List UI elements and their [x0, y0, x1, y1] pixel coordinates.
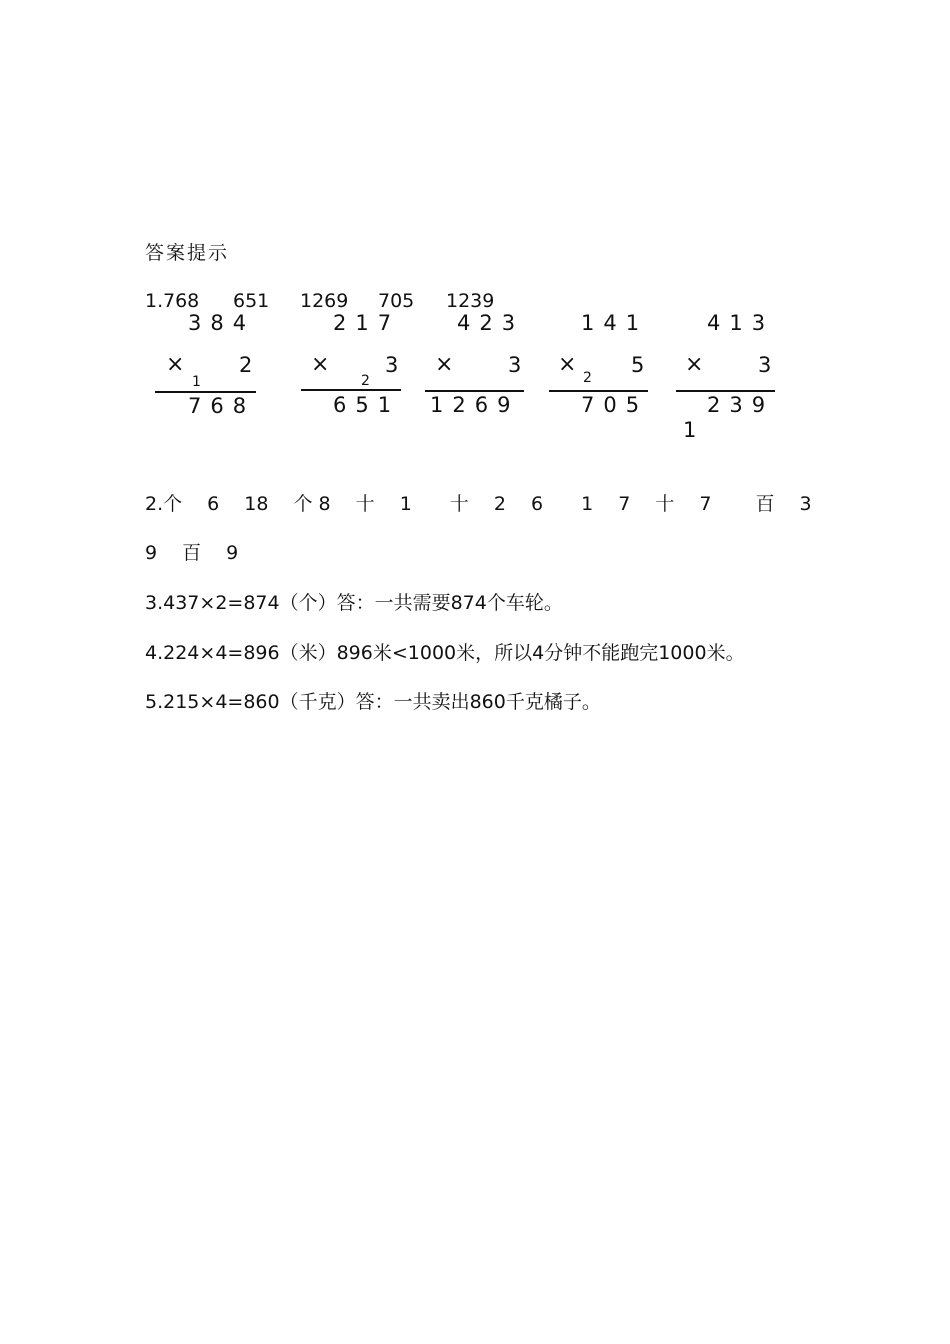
- q1-answer-4: 705: [378, 290, 415, 312]
- p3-multiplier: 3: [508, 353, 531, 377]
- p2-times-sign: ×: [311, 352, 330, 377]
- p5-product: 239: [707, 393, 775, 417]
- p3-product: 1269: [430, 393, 520, 417]
- p5-times-sign: ×: [685, 352, 704, 377]
- p5-carry: 1: [683, 418, 706, 442]
- p4-multiplier: 5: [631, 353, 654, 377]
- p3-times-sign: ×: [435, 352, 454, 377]
- p3-multiplicand: 423: [457, 311, 525, 335]
- p2-multiplicand: 217: [333, 311, 401, 335]
- q1-prefix: 1.: [145, 290, 164, 312]
- p2-multiplier: 3: [385, 353, 408, 377]
- p1-multiplicand: 384: [188, 311, 256, 335]
- p2-product: 651: [333, 393, 401, 417]
- p5-multiplicand: 413: [707, 311, 775, 335]
- q1-answer-5: 1239: [446, 290, 495, 312]
- p2-carry: 2: [361, 373, 370, 389]
- p4-multiplicand: 141: [581, 311, 649, 335]
- p4-product: 705: [581, 393, 649, 417]
- p1-times-sign: ×: [166, 352, 185, 377]
- p3-rule: [425, 390, 524, 392]
- p4-carry: 2: [583, 370, 592, 386]
- q2-line-2: 9 百 9: [145, 542, 239, 564]
- p1-rule: [155, 391, 256, 393]
- q1-answer-2: 651: [233, 290, 270, 312]
- p5-multiplier: 3: [758, 353, 781, 377]
- p1-carry: 1: [192, 374, 201, 390]
- q1-answer-1: 768: [163, 290, 200, 312]
- q4-answer: 4.224×4=896（米）896米<1000米，所以4分钟不能跑完1000米。: [145, 642, 745, 664]
- p5-rule: [676, 390, 775, 392]
- p1-multiplier: 2: [239, 353, 262, 377]
- q3-answer: 3.437×2=874（个）答：一共需要874个车轮。: [145, 592, 563, 614]
- p1-product: 768: [188, 394, 256, 418]
- q1-answer-3: 1269: [300, 290, 349, 312]
- q2-line-1: 2.个 6 18 个 8 十 1 十 2 6 1 7 十 7 百 3: [145, 493, 812, 515]
- p4-times-sign: ×: [558, 352, 577, 377]
- page-title: 答案提示: [145, 242, 230, 264]
- p4-rule: [549, 390, 648, 392]
- p2-rule: [301, 389, 401, 391]
- q5-answer: 5.215×4=860（千克）答：一共卖出860千克橘子。: [145, 691, 601, 713]
